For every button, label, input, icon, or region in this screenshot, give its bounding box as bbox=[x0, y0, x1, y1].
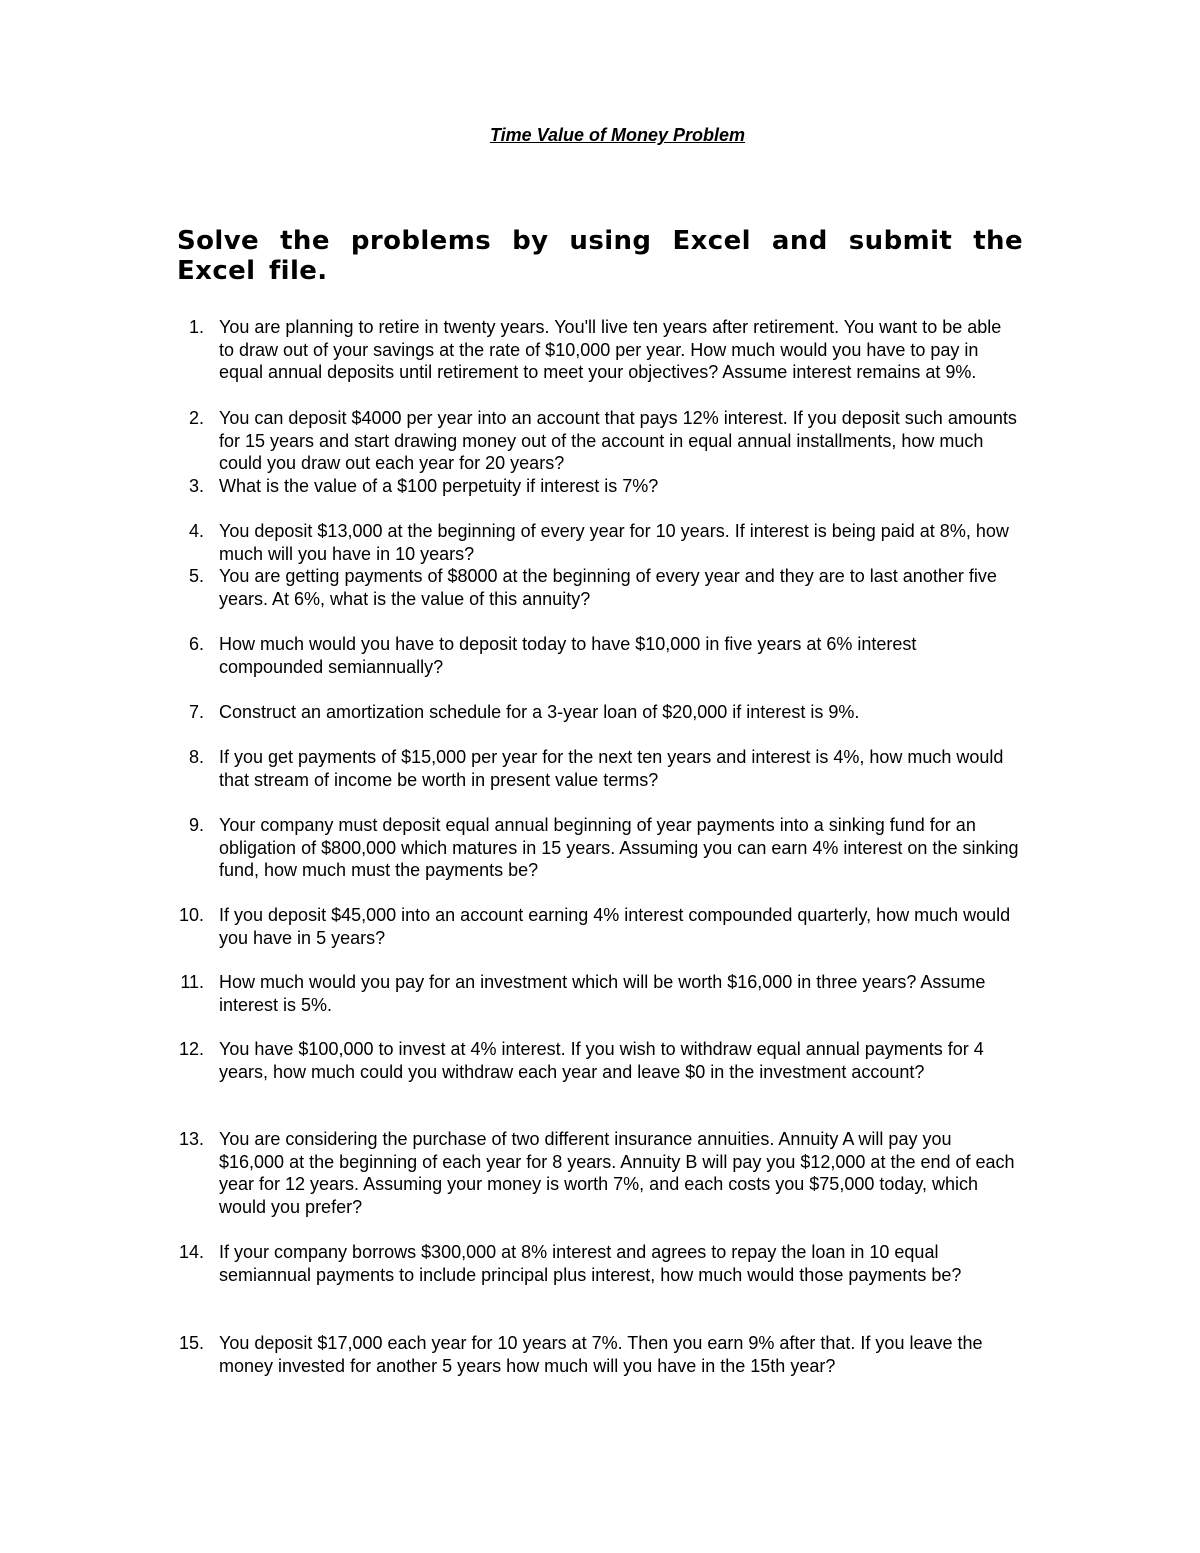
problem-text: How much would you pay for an investment which will be worth $16,000 in three years? Assume interest is 5%. bbox=[219, 972, 986, 1015]
instructions-heading: Solve the problems by using Excel and submit the Excel file. bbox=[177, 226, 1023, 286]
problem-text: Your company must deposit equal annual beginning of year payments into a sinking fund for an obligation of $800,000 which matures in 15 years. Assuming you can earn 4% interest on the sinking fund, how much must the payments be? bbox=[219, 815, 1019, 881]
problem-number: 5. bbox=[188, 566, 204, 586]
problem-number: 2. bbox=[188, 408, 204, 428]
problem-number: 13. bbox=[178, 1129, 204, 1149]
problem-number: 15. bbox=[178, 1333, 204, 1353]
problem-text: You are considering the purchase of two different insurance annuities. Annuity A will pay you $16,000 at the beginning of each year for 8 years. Annuity B will pay you $12,000 at the end of each year for 12 years. Assuming your money is worth 7%, and each costs you $75,000 today, which would you prefer? bbox=[219, 1129, 1015, 1218]
problem-text: You deposit $17,000 each year for 10 years at 7%. Then you earn 9% after that. If you leave the money invested for another 5 years how much will you have in the 15th year? bbox=[219, 1333, 983, 1376]
problem-text: How much would you have to deposit today to have $10,000 in five years at 6% interest compounded semiannually? bbox=[219, 634, 917, 677]
problem-text: If you deposit $45,000 into an account earning 4% interest compounded quarterly, how much would you have in 5 years? bbox=[219, 905, 1011, 948]
problem-text: You are getting payments of $8000 at the beginning of every year and they are to last another five years. At 6%, what is the value of this annuity? bbox=[219, 566, 997, 609]
problem-number: 12. bbox=[178, 1039, 204, 1059]
problem-number: 3. bbox=[188, 476, 204, 496]
problem-number: 8. bbox=[188, 747, 204, 767]
problem-text: You are planning to retire in twenty years. You'll live ten years after retirement. You want to be able to draw out of your savings at the rate of $10,000 per year. How much would you have to pay in equal annual deposits until retirement to meet your objectives? Assume interest remains at 9%. bbox=[219, 317, 1002, 383]
problem-number: 1. bbox=[188, 317, 204, 337]
problem-number: 11. bbox=[180, 972, 204, 992]
problem-number: 10. bbox=[178, 905, 204, 925]
problem-text: You have $100,000 to invest at 4% interest. If you wish to withdraw equal annual payments for 4 years, how much could you withdraw each year and leave $0 in the investment account? bbox=[219, 1039, 984, 1082]
problem-number: 7. bbox=[188, 702, 204, 722]
document-title: Time Value of Money Problem bbox=[489, 125, 746, 145]
problem-number: 4. bbox=[188, 521, 204, 541]
problem-number: 14. bbox=[178, 1242, 204, 1262]
problem-text: You deposit $13,000 at the beginning of every year for 10 years. If interest is being paid at 8%, how much will you have in 10 years? bbox=[219, 521, 1009, 564]
problem-text: Construct an amortization schedule for a 3-year loan of $20,000 if interest is 9%. bbox=[219, 702, 860, 722]
problem-text: If you get payments of $15,000 per year for the next ten years and interest is 4%, how much would that stream of income be worth in present value terms? bbox=[219, 747, 1004, 790]
problem-text: What is the value of a $100 perpetuity if interest is 7%? bbox=[219, 476, 659, 496]
problem-number: 9. bbox=[188, 815, 204, 835]
problem-number: 6. bbox=[188, 634, 204, 654]
problem-text: You can deposit $4000 per year into an account that pays 12% interest. If you deposit such amounts for 15 years and start drawing money out of the account in equal annual installments, how much could you draw out each year for 20 years? bbox=[219, 408, 1017, 474]
problem-text: If your company borrows $300,000 at 8% interest and agrees to repay the loan in 10 equal semiannual payments to include principal plus interest, how much would those payments be? bbox=[219, 1242, 962, 1285]
